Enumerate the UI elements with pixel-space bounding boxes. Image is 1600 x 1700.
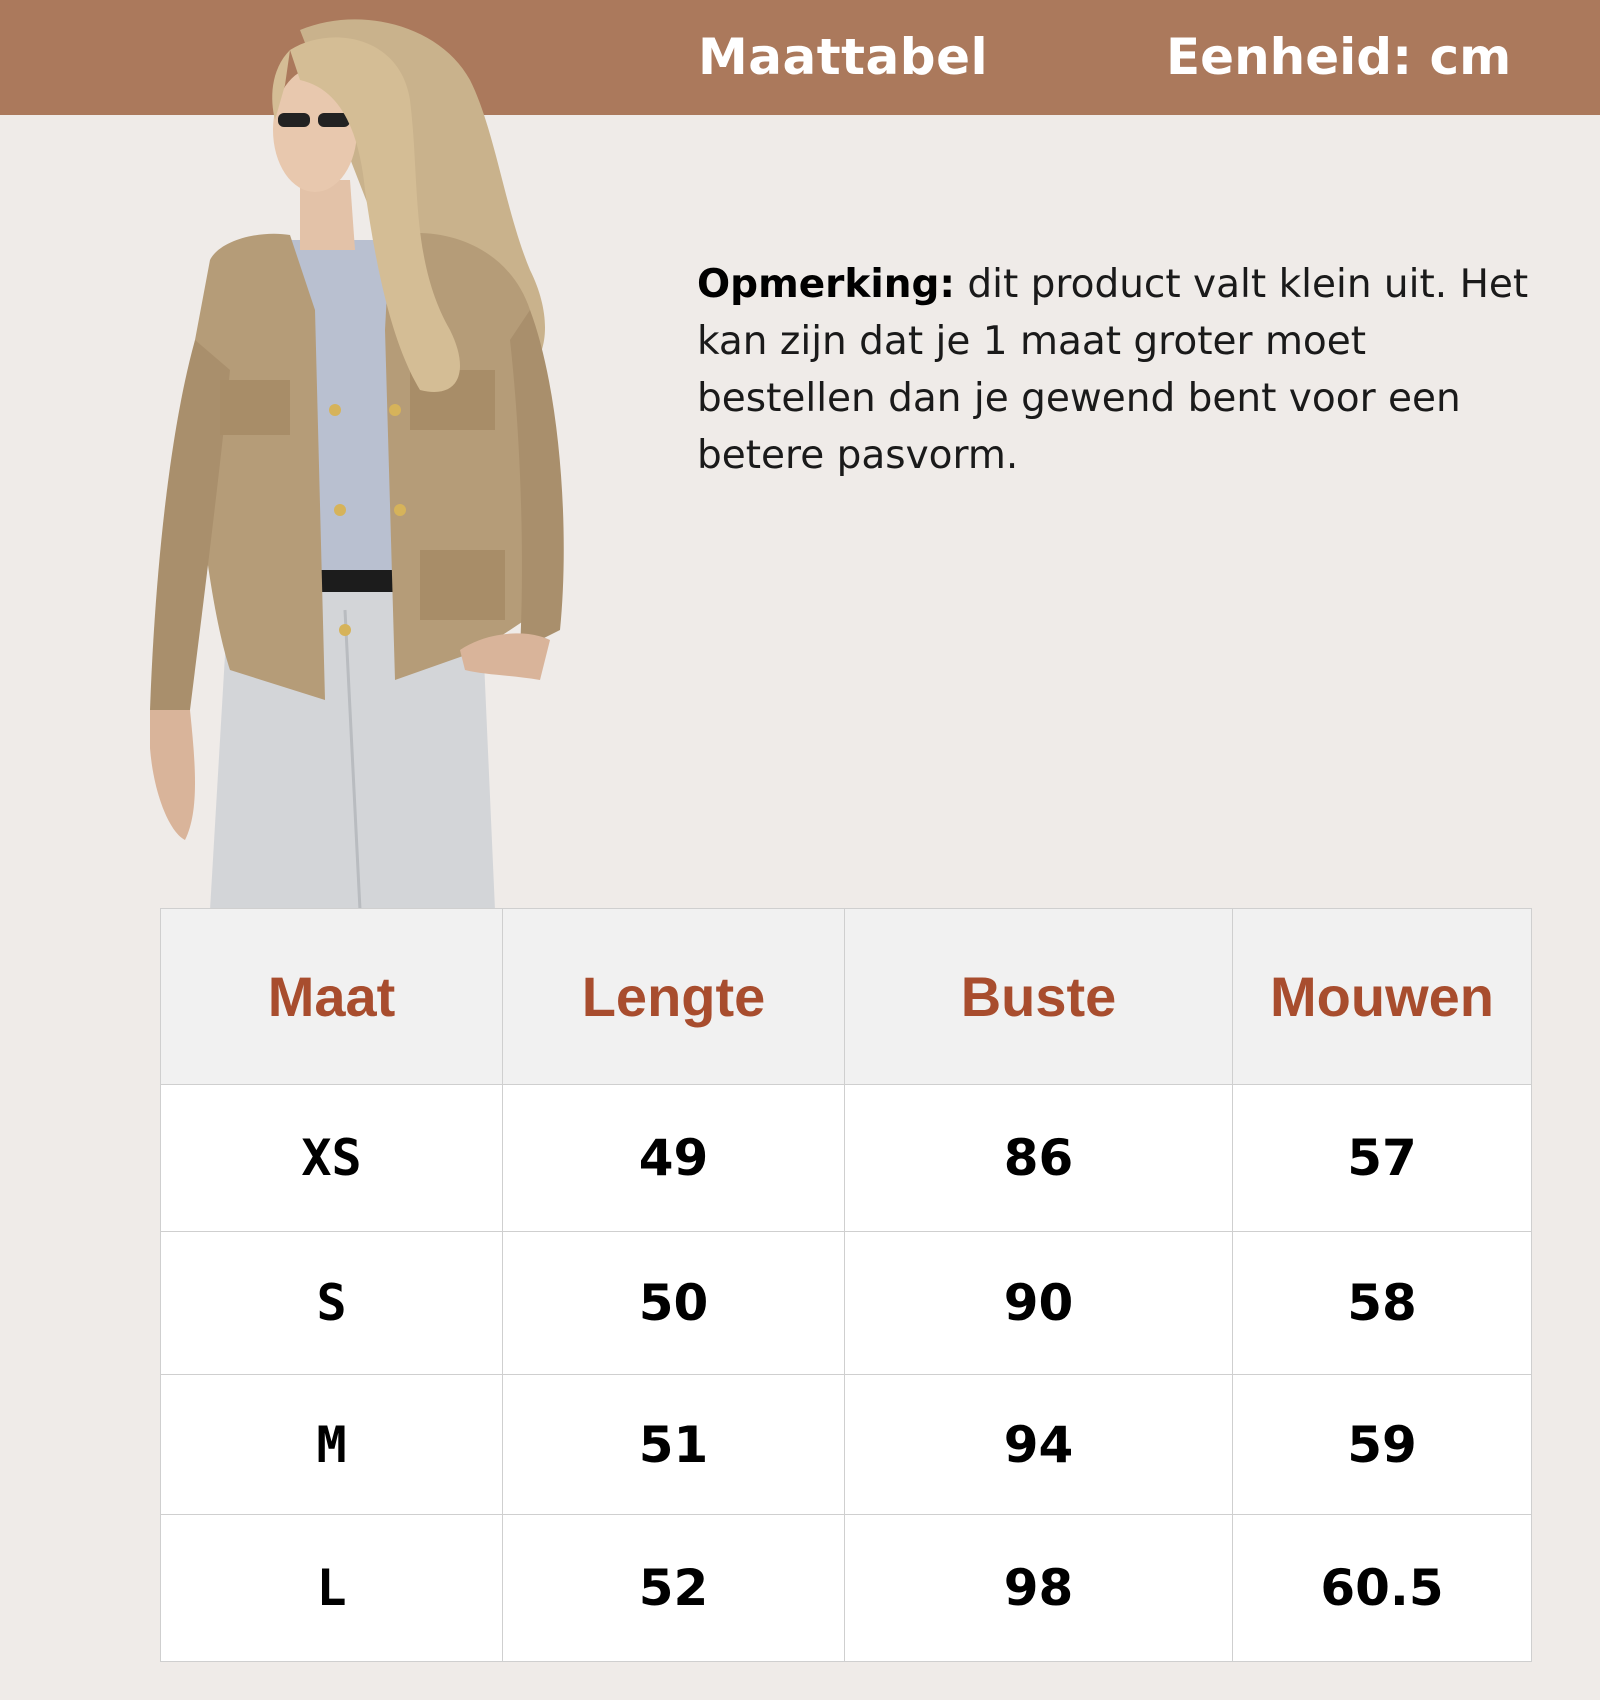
table-cell: 52 (503, 1515, 845, 1662)
table-row (161, 1515, 1532, 1662)
table-cell: M (161, 1375, 503, 1515)
table-row (161, 1375, 1532, 1515)
table-row (161, 1232, 1532, 1375)
table-cell: 60.5 (1233, 1515, 1532, 1662)
table-header-row (161, 909, 1532, 1085)
table-cell: 59 (1233, 1375, 1532, 1515)
column-header: Buste (845, 909, 1233, 1085)
table-cell: 98 (845, 1515, 1233, 1662)
table-cell: 94 (845, 1375, 1233, 1515)
page-title: Maattabel (698, 28, 989, 86)
table-cell: 49 (503, 1085, 845, 1232)
note-label: Opmerking: (697, 262, 955, 307)
column-header: Mouwen (1233, 909, 1532, 1085)
size-table (160, 908, 1532, 1662)
table-cell: 51 (503, 1375, 845, 1515)
model-photo (150, 10, 590, 910)
table-cell: 58 (1233, 1232, 1532, 1375)
table-cell: 90 (845, 1232, 1233, 1375)
table-cell: 50 (503, 1232, 845, 1375)
note-paragraph (697, 256, 1547, 484)
note-text: dit product valt klein uit. Het kan zijn dat je 1 maat groter moet bestellen dan je gewend bent voor een betere pasvorm. (697, 262, 1529, 478)
table-cell: XS (161, 1085, 503, 1232)
table-cell: S (161, 1232, 503, 1375)
table-cell: L (161, 1515, 503, 1662)
column-header: Maat (161, 909, 503, 1085)
column-header: Lengte (503, 909, 845, 1085)
table-cell: 57 (1233, 1085, 1532, 1232)
table-row (161, 1085, 1532, 1232)
unit-label: Eenheid: cm (1166, 28, 1512, 86)
table-cell: 86 (845, 1085, 1233, 1232)
